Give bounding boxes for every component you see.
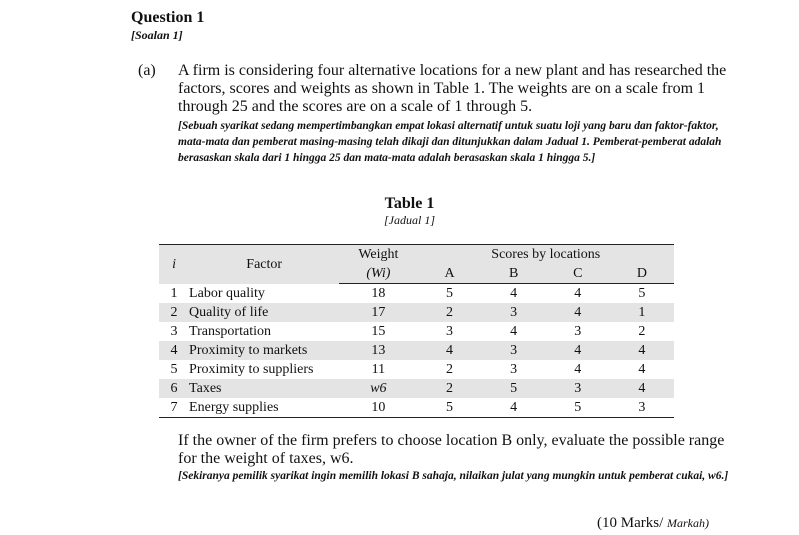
question-subtitle: [Soalan 1] (131, 28, 183, 42)
row-score-c: 4 (574, 305, 582, 320)
row-index: 5 (170, 362, 178, 377)
row-score-a: 2 (446, 305, 454, 320)
row-score-d: 4 (638, 362, 646, 377)
row-score-c: 5 (546, 398, 610, 418)
table-row (159, 379, 674, 398)
marks (597, 515, 709, 532)
row-score-d: 2 (638, 324, 646, 339)
row-weight: 11 (371, 362, 386, 377)
row-score-a: 3 (446, 324, 454, 339)
row-factor: Labor quality (189, 285, 265, 301)
row-weight: 15 (371, 324, 386, 339)
row-weight: 13 (371, 343, 386, 358)
row-factor: Transportation (189, 324, 271, 339)
row-factor: Energy supplies (189, 398, 339, 418)
header-scores: Scores by locations (417, 245, 674, 265)
row-score-d: 4 (638, 381, 646, 396)
row-score-b: 4 (482, 398, 546, 418)
row-score-b: 5 (510, 381, 518, 396)
part-a-text-my: [Sebuah syarikat sedang mempertimbangkan empat lokasi alternatif untuk suatu loji yang baru dan faktor-faktor, mata-mata dan pemberat masing-masing telah dikaji dan ditunjukkan dalam Jadual 1. Pemberat-pemberat adalah berasaskan skala dari 1 hingga 25 dan mata-mata adalah berasaskan skala 1 hingga 5.] (178, 120, 722, 164)
header-location-c: C (546, 264, 610, 284)
table-row (159, 303, 674, 322)
row-score-b: 4 (510, 324, 518, 339)
row-score-d: 4 (638, 343, 646, 358)
row-score-a: 4 (446, 343, 454, 358)
row-score-a: 5 (446, 286, 454, 301)
row-score-a: 2 (446, 381, 454, 396)
row-score-b: 3 (510, 305, 518, 320)
row-weight: 17 (371, 305, 386, 320)
row-score-b: 3 (510, 362, 518, 377)
table-row (159, 360, 674, 379)
row-index: 1 (170, 285, 178, 301)
row-score-d: 3 (610, 398, 674, 418)
table-row (159, 341, 674, 360)
table-subtitle: [Jadual 1] (384, 213, 435, 227)
table-row (159, 398, 674, 418)
row-weight: w6 (370, 381, 387, 396)
marks-en: (10 Marks/ (597, 515, 664, 531)
row-score-b: 3 (510, 343, 518, 358)
question-title: Question 1 (131, 9, 205, 26)
row-factor: Proximity to markets (189, 343, 308, 358)
header-weight: Weight (339, 245, 417, 265)
part-label: (a) (138, 62, 156, 79)
row-score-d: 5 (638, 286, 646, 301)
row-score-c: 3 (574, 324, 582, 339)
row-factor: Proximity to suppliers (189, 362, 314, 377)
question-text-en: If the owner of the firm prefers to choose location B only, evaluate the possible range for the weight of taxes, w6. (178, 432, 725, 467)
table-row (159, 284, 674, 304)
row-weight: 18 (371, 286, 386, 301)
row-score-a: 5 (417, 398, 481, 418)
header-i: i (159, 245, 189, 284)
row-score-d: 1 (638, 305, 646, 320)
row-weight: 10 (339, 398, 417, 418)
header-factor: Factor (189, 245, 339, 284)
row-index: 3 (170, 324, 178, 339)
row-factor: Quality of life (189, 305, 269, 320)
part-a-text-en: A firm is considering four alternative locations for a new plant and has researched the factors, scores and weights as shown in Table 1. The weights are on a scale from 1 through 25 and the scores are on a scale of 1 through 5. (178, 62, 727, 115)
marks-my: Markah) (667, 516, 709, 530)
row-score-c: 3 (574, 381, 582, 396)
header-location-a: A (417, 264, 481, 284)
table-row (159, 322, 674, 341)
row-score-c: 4 (574, 362, 582, 377)
table-title: Table 1 (384, 195, 435, 212)
row-score-a: 2 (446, 362, 454, 377)
header-weight-symbol: (Wi) (339, 264, 417, 284)
factor-table (159, 244, 674, 418)
row-factor: Taxes (189, 381, 222, 396)
row-index: 6 (170, 381, 178, 396)
header-location-b: B (482, 264, 546, 284)
question-text-my: [Sekiranya pemilik syarikat ingin memilih lokasi B sahaja, nilaikan julat yang mungkin untuk pemberat cukai, w6.] (178, 470, 729, 482)
row-score-c: 4 (574, 343, 582, 358)
row-index: 4 (170, 343, 178, 358)
header-location-d: D (610, 264, 674, 284)
row-score-b: 4 (510, 286, 518, 301)
row-score-c: 4 (574, 286, 582, 301)
row-index: 2 (170, 305, 178, 320)
row-index: 7 (159, 398, 189, 418)
